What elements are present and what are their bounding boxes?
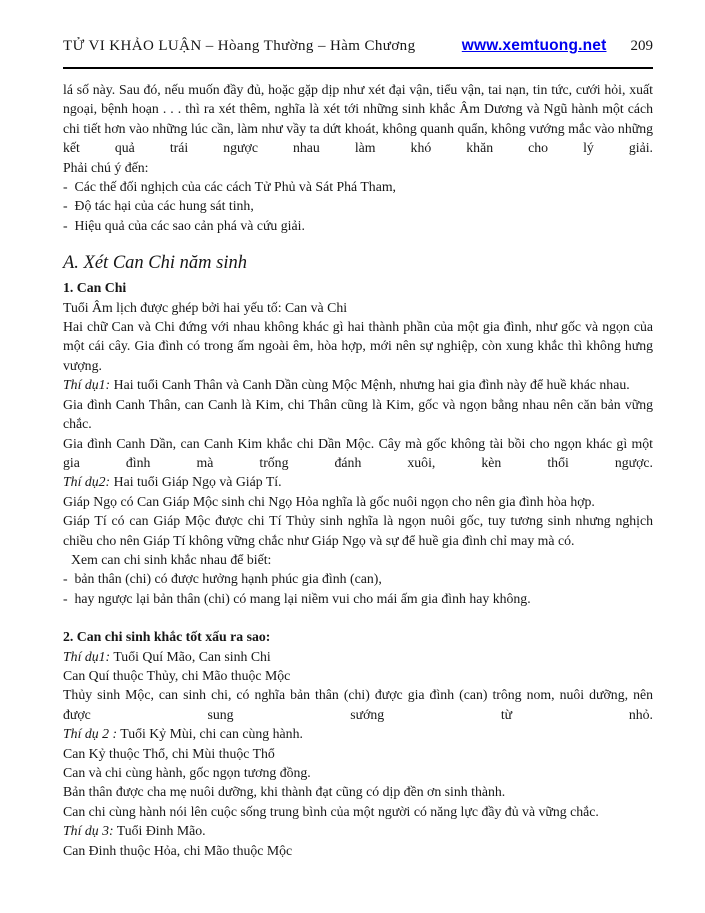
article-body: [63, 80, 653, 860]
example-label: Thí dụ 3:: [63, 823, 114, 839]
example-paragraph: [63, 472, 653, 491]
list-item: - Các thế đối nghịch của các cách Tử Phủ và Sát Phá Tham,: [63, 179, 397, 195]
paragraph-note: Phải chú ý đến:: [63, 159, 149, 175]
book-title: TỬ VI KHẢO LUẬN – Hòang Thường – Hàm Chương: [63, 38, 416, 54]
example-text: Tuổi Quí Mão, Can sinh Chi: [113, 648, 271, 664]
paragraph: Hai chữ Can và Chi đứng với nhau không khác gì hai thành phần của một gia đình, như gốc và ngọn của một cái cây. Gia đình có trong ấm ngoài êm, hòa hợp, mới nên sự nghiệp, còn xung khắc thì không hưng vượng.: [63, 319, 653, 373]
example-text: Hai tuổi Canh Thân và Canh Dần cùng Mộc Mệnh, nhưng hai gia đình này để huề khác nhau.: [113, 377, 630, 393]
paragraph: Giáp Ngọ có Can Giáp Mộc sinh chi Ngọ Hỏa nghĩa là gốc nuôi ngọn cho nên gia đình hòa hợp.: [63, 493, 595, 509]
paragraph: Can Quí thuộc Thủy, chi Mão thuộc Mộc: [63, 667, 291, 683]
example-text: Tuổi Đinh Mão.: [116, 823, 206, 839]
list-item: - hay ngược lại bản thân (chi) có mang lại niềm vui cho mái ấm gia đình hay không.: [63, 590, 531, 606]
paragraph: Can Đinh thuộc Hỏa, chi Mão thuộc Mộc: [63, 842, 293, 858]
list-item: - Hiệu quả của các sao cản phá và cứu giải.: [63, 217, 305, 233]
page-header: [63, 0, 653, 55]
paragraph: Can và chi cùng hành, gốc ngọn tương đồng.: [63, 765, 311, 780]
example-label: Thí dụ2:: [63, 474, 111, 490]
website-link[interactable]: www.xemtuong.net: [461, 37, 607, 54]
paragraph-gap: [63, 608, 653, 627]
list-item: - Độ tác hại của các hung sát tinh,: [63, 198, 254, 214]
paragraph: Thủy sinh Mộc, can sinh chi, có nghĩa bản thân (chi) được gia đình (can) trông nom, nuôi dưỡng, nên được sung sướng từ nhỏ.: [63, 687, 653, 722]
example-label: Thí dụ 2 :: [63, 726, 118, 742]
example-label: Thí dụ1:: [63, 377, 111, 393]
section-a-heading: A. Xét Can Chi năm sinh: [63, 253, 247, 274]
example-paragraph: [63, 724, 653, 743]
paragraph: Bản thân được cha mẹ nuôi dưỡng, khi thành đạt cũng có dịp đền ơn sinh thành.: [63, 784, 506, 800]
list-item: - bản thân (chi) có được hưởng hạnh phúc gia đình (can),: [63, 571, 382, 587]
example-paragraph: [63, 647, 653, 666]
example-text: Tuổi Kỷ Mùi, chi can cùng hành.: [120, 726, 303, 742]
paragraph: Gia đình Canh Thân, can Canh là Kim, chi Thân cũng là Kim, gốc và ngọn bằng nhau nên căn bản vững chắc.: [63, 396, 653, 432]
paragraph: Xem can chi sinh khắc nhau để biết:: [71, 551, 272, 567]
paragraph: Can Kỷ thuộc Thổ, chi Mùi thuộc Thổ: [63, 745, 275, 761]
paragraph: Can chi cùng hành nói lên cuộc sống trung bình của một người có năng lực đầy đủ và vững chắc.: [63, 803, 599, 819]
page-number: 209: [630, 38, 653, 54]
example-paragraph: [63, 375, 653, 394]
paragraph: Giáp Tí có can Giáp Mộc được chi Tí Thủy sinh nghĩa là ngọn nuôi gốc, tuy tương sinh nhưng nghịch chiều cho nên Giáp Tí không vững chắc như Giáp Ngọ và sự để huề gia đình chỉ may mà có.: [63, 513, 653, 548]
example-label: Thí dụ1:: [63, 648, 111, 664]
example-paragraph: [63, 821, 653, 840]
subsection-2-heading: 2. Can chi sinh khắc tốt xấu ra sao:: [63, 629, 271, 645]
paragraph: Gia đình Canh Dần, can Canh Kim khắc chi Dần Mộc. Cây mà gốc không tài bồi cho ngọn khác gì một gia đình mà trống đánh xuôi, kèn thổi ngược.: [63, 435, 653, 470]
header-divider: [63, 67, 653, 69]
paragraph-intro: lá số này. Sau đó, nếu muốn đầy đủ, hoặc gặp dịp như xét đại vận, tiểu vận, tai nạn, tin tức, cưới hỏi, xuất ngoại, bệnh hoạn . . . thì ra xét thêm, nghĩa là xét tới những sinh khắc Âm Dương và Ngũ hành một cách chi tiết hơn vào những lúc cần, làm như vầy ta dứt khoát, không quanh quẩn, không vướng mắc vào những kết quả trái ngược nhau làm khó khăn cho lý giải.: [63, 82, 653, 156]
example-text: Hai tuổi Giáp Ngọ và Giáp Tí.: [113, 474, 282, 490]
paragraph: Tuổi Âm lịch được ghép bởi hai yếu tố: Can và Chi: [63, 299, 348, 315]
subsection-1-heading: 1. Can Chi: [63, 280, 127, 296]
